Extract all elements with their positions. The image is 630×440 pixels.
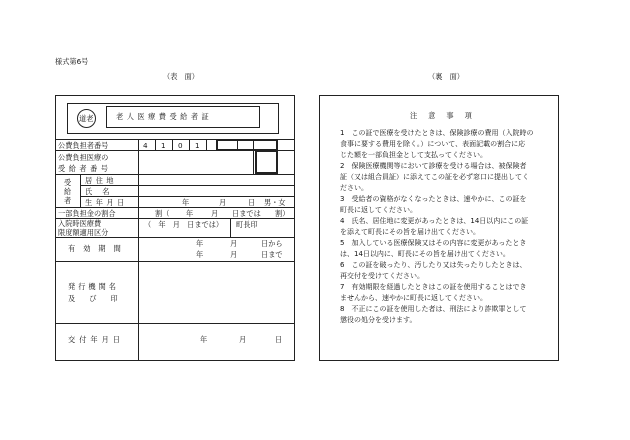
note-line: は、14日以内に、町長にその旨を届け出てください。 bbox=[340, 250, 510, 258]
valid-from-year: 年 bbox=[196, 239, 204, 248]
valid-from-day: 日から bbox=[261, 239, 283, 248]
note-line: ませんから、速やかに町長に返してください。 bbox=[340, 294, 487, 302]
seal-text: 道老 bbox=[79, 114, 94, 123]
recipient-group-label: 受給者 bbox=[64, 178, 72, 205]
copay-year-unit: 年 bbox=[186, 209, 194, 218]
note-line: 町長に返してください。 bbox=[340, 206, 417, 214]
payer-digit: 1 bbox=[195, 141, 200, 150]
front-label: （表 面） bbox=[163, 72, 199, 81]
copay-unit-close: 割） bbox=[275, 209, 290, 218]
mayor-seal-label: 町長印 bbox=[236, 220, 258, 229]
recipient-number-label: 公費負担医療の bbox=[58, 153, 109, 162]
form-number: 様式第6号 bbox=[55, 57, 89, 66]
back-label: （裏 面） bbox=[428, 72, 464, 81]
validity-label: 有効期間 bbox=[68, 244, 129, 253]
payer-digit: 1 bbox=[161, 141, 166, 150]
note-line: 6 この証を破ったり、汚したり又は失ったりしたときは、 bbox=[340, 261, 527, 269]
note-line: 1 この証で医療を受けたときは、保険診療の費用（入院時の bbox=[340, 129, 534, 137]
copay-ratio-label: 一部負担金の割合 bbox=[58, 209, 116, 218]
note-line: 7 有効期限を経過したときはこの証を使用することはでき bbox=[340, 283, 527, 291]
payer-digit: 0 bbox=[178, 141, 183, 150]
copay-month-unit: 月 bbox=[211, 209, 219, 218]
payer-number-label: 公費負担者番号 bbox=[58, 141, 109, 150]
payer-digit: 4 bbox=[143, 141, 148, 150]
name-label: 氏名 bbox=[85, 187, 120, 196]
birth-day-unit: 日 bbox=[248, 198, 256, 207]
issue-year-unit: 年 bbox=[200, 335, 208, 344]
note-line: ださい。 bbox=[340, 184, 368, 192]
birth-year-unit: 年 bbox=[182, 198, 190, 207]
issue-day-unit: 日 bbox=[275, 335, 283, 344]
note-line: 懲役の処分を受けます。 bbox=[340, 316, 417, 324]
birthdate-label: 生年月日 bbox=[85, 198, 128, 207]
valid-to-day: 日まで bbox=[261, 250, 283, 259]
copay-until: 日までは bbox=[232, 209, 261, 218]
issue-month-unit: 月 bbox=[239, 335, 247, 344]
card-title: 老人医療費受給者証 bbox=[116, 112, 213, 121]
note-line: を添えて町長にその旨を届け出てください。 bbox=[340, 228, 480, 236]
copay-unit: 割（ bbox=[155, 209, 170, 218]
recipient-number-label: 受給者番号 bbox=[58, 164, 112, 173]
issue-date-label: 交付年月日 bbox=[68, 335, 124, 344]
note-line: 8 不正にこの証を使用した者は、刑法により詐欺罪として bbox=[340, 305, 527, 313]
issuer-label: 発行機関名 bbox=[68, 282, 119, 291]
notes-list bbox=[340, 128, 554, 326]
note-line: 4 氏名、居住地に変更があったときは、14日以内にこの証 bbox=[340, 217, 529, 225]
valid-to-year: 年 bbox=[196, 250, 204, 259]
note-line: 再交付を受けてください。 bbox=[340, 272, 424, 280]
valid-to-month: 月 bbox=[230, 250, 238, 259]
address-label: 居住地 bbox=[85, 176, 118, 185]
sex-field: 男・女 bbox=[264, 198, 286, 207]
notes-heading: 注意事項 bbox=[410, 111, 483, 120]
inpatient-until: （ 年 月 日までは） bbox=[144, 220, 224, 229]
birth-month-unit: 月 bbox=[219, 198, 227, 207]
inpatient-label: 入院時医療費 bbox=[58, 219, 102, 228]
note-line: 3 受給者の資格がなくなったときは、速やかに、この証を bbox=[340, 195, 527, 203]
note-line: 食事に要する費用を除く。）について、表面記載の割合に応 bbox=[340, 140, 526, 148]
valid-from-month: 月 bbox=[230, 239, 238, 248]
recipient-check-box bbox=[255, 150, 278, 174]
note-line: 5 加入している医療保険又はその内容に変更があったとき bbox=[340, 239, 527, 247]
note-line: じた額を一部負担金として支払ってください。 bbox=[340, 151, 487, 159]
inpatient-label: 限度額適用区分 bbox=[58, 228, 109, 237]
note-line: 証（又は組合員証）に添えてこの証を必ず窓口に提出してく bbox=[340, 173, 529, 181]
issuer-label: 及び印 bbox=[68, 294, 132, 303]
note-line: 2 保険医療機関等において診療を受ける場合は、被保険者 bbox=[340, 162, 527, 170]
